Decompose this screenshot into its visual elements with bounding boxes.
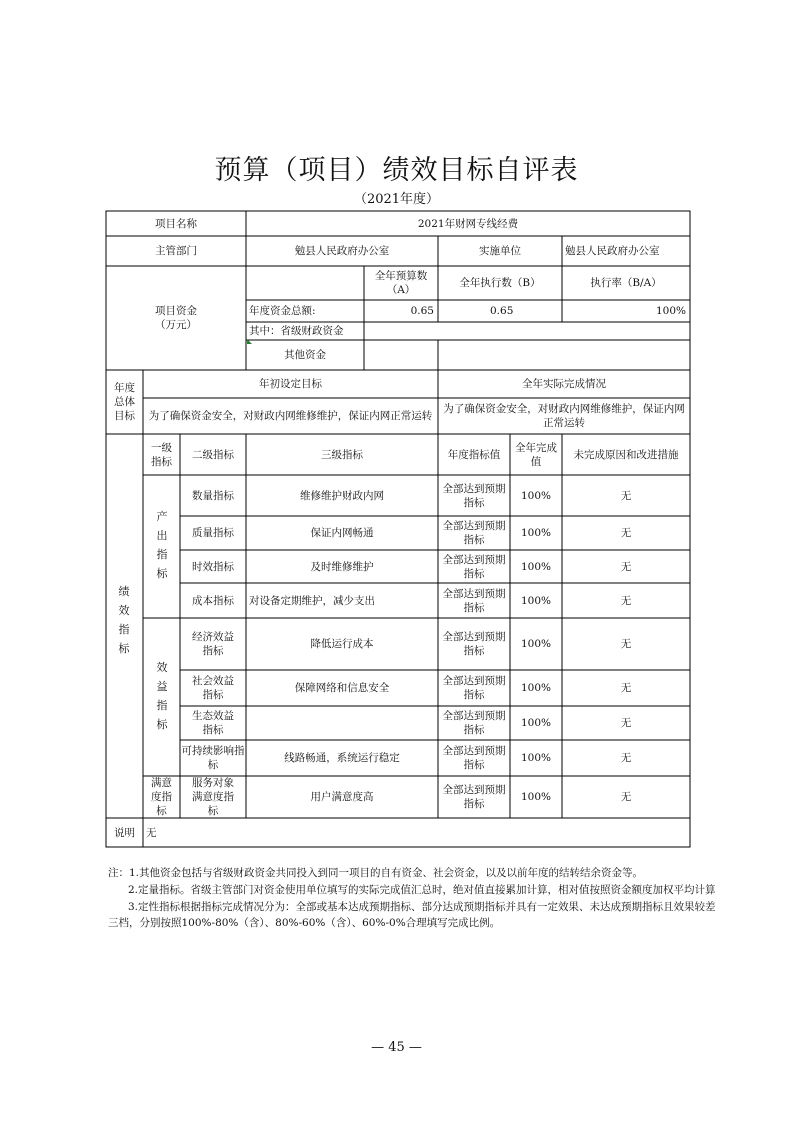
level2-header: 二级指标	[192, 448, 234, 461]
indicator-target: 全部达到预期指标	[442, 587, 506, 614]
indicator-level3: 保障网络和信息安全	[294, 682, 390, 694]
other-funds-label: 其他资金	[284, 349, 326, 361]
provincial-funds-label: 其中：省级财政资金	[249, 325, 344, 337]
indicator-completion: 100%	[520, 638, 552, 650]
indicator-completion: 100%	[520, 717, 552, 729]
note-line-1: 注：1.其他资金包括与省级财政资金共同投入到同一项目的自有资金、社会资金，以及以前年度的结转结余资金等。	[108, 867, 644, 879]
remark-value: 无	[146, 826, 157, 839]
project-name-label: 项目名称	[155, 217, 197, 230]
actual-completion-text: 为了确保资金安全，对财政内网维修维护，保证内网正常运转	[443, 403, 685, 429]
indicator-level2: 经济效益指标	[192, 631, 234, 657]
indicator-target: 全部达到预期指标	[442, 520, 506, 546]
indicator-reason: 无	[620, 752, 632, 764]
indicator-target: 全部达到预期指标	[442, 553, 506, 580]
note-line-4: 三档，分别按照100%-80%（含）、80%-60%（含）、60%-0%合理填写完成比例。	[108, 917, 501, 929]
annual-target-header: 年度指标值	[447, 448, 501, 461]
indicator-target: 全部达到预期指标	[442, 784, 506, 810]
annual-goal-label: 年度总体目标	[114, 382, 135, 422]
indicator-level3: 降低运行成本	[310, 638, 374, 650]
indicator-completion: 100%	[520, 560, 552, 573]
total-rate-value: 100%	[655, 305, 686, 317]
annual-budget-header: 全年预算数（A）	[374, 270, 428, 296]
indicator-level3: 用户满意度高	[310, 791, 374, 803]
implementing-unit-label: 实施单位	[479, 245, 521, 257]
indicator-level3: 及时维修维护	[310, 560, 374, 573]
performance-indicators-label: 绩效指标	[118, 585, 130, 655]
reason-header: 未完成原因和改进措施	[573, 448, 679, 461]
indicator-target: 全部达到预期指标	[442, 631, 506, 657]
indicator-level3	[246, 706, 438, 740]
initial-goal-header: 年初设定目标	[259, 378, 322, 390]
implementing-unit-value: 勉县人民政府办公室	[565, 245, 660, 257]
indicator-completion: 100%	[520, 594, 552, 607]
indicator-level2: 成本指标	[192, 594, 234, 607]
annual-completion-header: 全年完成值	[515, 441, 557, 468]
indicator-reason: 无	[620, 527, 632, 539]
indicator-reason: 无	[620, 638, 632, 650]
remark-label: 说明	[114, 826, 135, 839]
indicator-reason: 无	[620, 682, 632, 694]
indicator-reason: 无	[620, 594, 632, 607]
indicator-reason: 无	[620, 489, 632, 502]
indicator-target: 全部达到预期指标	[442, 482, 506, 509]
initial-goal-text: 为了确保资金安全，对财政内网维修维护，保证内网正常运转	[148, 410, 433, 422]
department-value: 勉县人民政府办公室	[294, 245, 390, 257]
department-label: 主管部门	[155, 245, 197, 257]
indicator-completion: 100%	[520, 752, 552, 764]
total-execution-value: 0.65	[490, 305, 514, 317]
level1-header: 一级指标	[151, 441, 172, 468]
indicator-reason: 无	[620, 791, 632, 803]
indicator-target: 全部达到预期指标	[442, 745, 506, 771]
note-line-3: 3.定性指标根据指标完成情况分为：全部或基本达成预期指标、部分达成预期指标并具有一定效果、未达成预期指标且效果较差	[128, 901, 716, 913]
level3-header: 三级指标	[321, 448, 363, 461]
indicator-reason: 无	[620, 717, 632, 729]
indicator-level3: 对设备定期维护，减少支出	[249, 594, 375, 607]
page-number: — 45 —	[371, 1040, 422, 1055]
indicator-level2: 可持续影响指标	[181, 745, 245, 771]
indicator-level3: 保证内网畅通	[310, 527, 374, 539]
total-budget-value: 0.65	[410, 305, 434, 317]
indicator-level2: 质量指标	[192, 527, 234, 539]
indicator-level2: 服务对象满意度指标	[192, 777, 234, 817]
page-title: 预算（项目）绩效目标自评表	[214, 155, 579, 186]
indicator-completion: 100%	[520, 791, 552, 803]
project-name-value: 2021年财网专线经费	[417, 217, 519, 230]
indicator-level3: 维修维护财政内网	[300, 489, 384, 502]
indicator-level2: 社会效益指标	[192, 675, 234, 701]
indicator-reason: 无	[620, 560, 632, 573]
annual-execution-header: 全年执行数（B）	[459, 277, 541, 289]
indicator-completion: 100%	[520, 489, 552, 502]
actual-completion-header: 全年实际完成情况	[522, 378, 606, 390]
output-indicators-label: 产出指标	[156, 510, 168, 580]
note-line-2: 2.定量指标。省级主管部门对资金使用单位填写的实际完成值汇总时，绝对值直接累加计算，相对值按照资金额度加权平均计算	[128, 884, 716, 896]
funds-label: 项目资金（万元）	[155, 305, 197, 331]
indicator-completion: 100%	[520, 682, 552, 694]
benefit-indicators-label: 效益指标	[156, 661, 168, 731]
indicator-level2: 数量指标	[192, 489, 234, 502]
indicator-target: 全部达到预期指标	[442, 710, 506, 736]
indicator-target: 全部达到预期指标	[442, 675, 506, 701]
indicator-completion: 100%	[520, 527, 552, 539]
indicator-level2: 时效指标	[192, 560, 234, 573]
page-subtitle: （2021年度）	[353, 192, 440, 207]
indicator-level2: 生态效益指标	[192, 710, 234, 736]
indicator-level3: 线路畅通，系统运行稳定	[284, 752, 400, 764]
execution-rate-header: 执行率（B/A）	[590, 277, 662, 289]
satisfaction-indicators-label: 满意度指标	[151, 777, 172, 817]
total-funds-label: 年度资金总额:	[249, 305, 316, 317]
